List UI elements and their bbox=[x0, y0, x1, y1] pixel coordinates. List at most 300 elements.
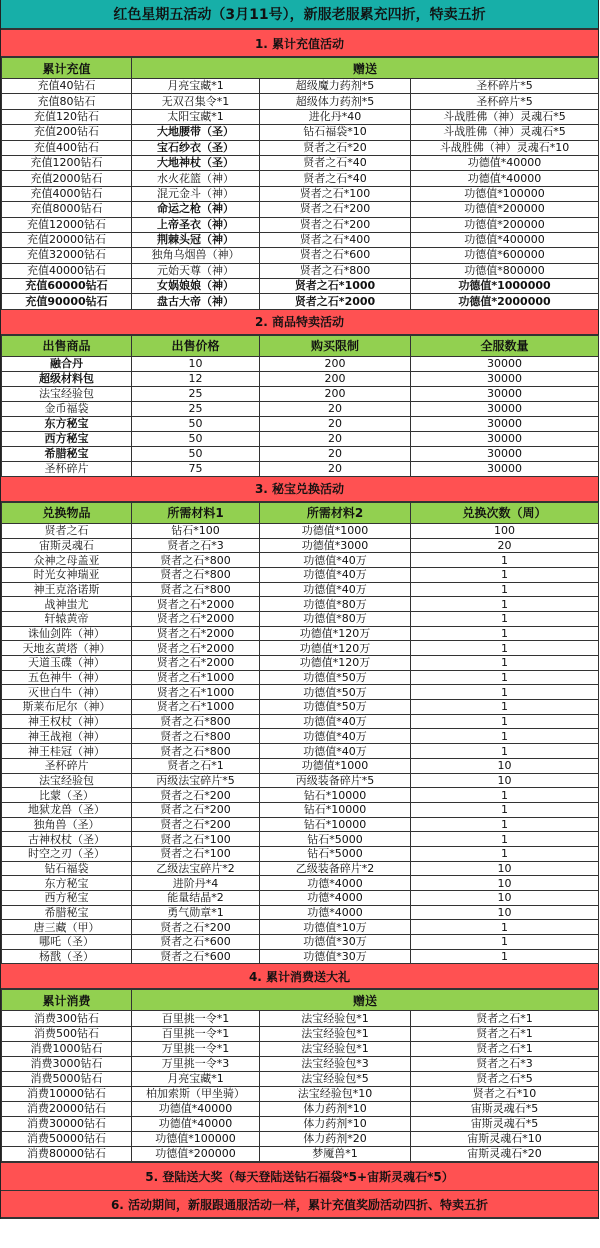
table-cell: 贤者之石*1000 bbox=[132, 700, 260, 715]
table-cell: 1 bbox=[411, 641, 599, 656]
table-cell: 功德值*1000000 bbox=[411, 279, 599, 294]
table-cell: 钻石福袋 bbox=[2, 861, 132, 876]
table-cell: 功德值*50万 bbox=[260, 670, 411, 685]
table-row bbox=[2, 817, 599, 832]
table-cell: 贤者之石*200 bbox=[132, 802, 260, 817]
table-cell: 100 bbox=[411, 523, 599, 538]
table-cell: 消费30000钻石 bbox=[2, 1117, 132, 1132]
section-recharge-heading: 1. 累计充值活动 bbox=[1, 30, 598, 57]
table-cell: 贤者之石*2000 bbox=[132, 597, 260, 612]
table-cell: 功德值*40万 bbox=[260, 729, 411, 744]
table-cell: 宙斯灵魂石 bbox=[2, 538, 132, 553]
table-cell: 200 bbox=[260, 371, 411, 386]
table-cell: 功德值*40000 bbox=[411, 171, 599, 186]
table-cell: 1 bbox=[411, 626, 599, 641]
table-cell: 宝石纱衣（圣） bbox=[132, 140, 260, 155]
table-row bbox=[2, 832, 599, 847]
table-cell: 功德值*30万 bbox=[260, 949, 411, 964]
table-cell: 圣杯碎片*5 bbox=[411, 94, 599, 109]
table-cell: 贤者之石*200 bbox=[260, 202, 411, 217]
table-cell: 战神蚩尤 bbox=[2, 597, 132, 612]
table-cell: 功德值*40万 bbox=[260, 567, 411, 582]
table-cell: 30000 bbox=[411, 386, 599, 401]
table-row bbox=[2, 773, 599, 788]
table-row bbox=[2, 186, 599, 201]
table-cell: 贤者之石*100 bbox=[132, 846, 260, 861]
table-cell: 1 bbox=[411, 802, 599, 817]
table-cell: 1 bbox=[411, 656, 599, 671]
table-cell: 功德值*200000 bbox=[132, 1147, 260, 1162]
column-header: 所需材料2 bbox=[260, 502, 411, 523]
table-cell: 钻石*5000 bbox=[260, 846, 411, 861]
table-cell: 贤者之石*2000 bbox=[132, 611, 260, 626]
table-cell: 贤者之石*2000 bbox=[132, 641, 260, 656]
table-cell: 水火花篮（神） bbox=[132, 171, 260, 186]
table-cell: 1 bbox=[411, 567, 599, 582]
table-cell: 唐三藏（甲） bbox=[2, 920, 132, 935]
table-cell: 时空之刃（圣） bbox=[2, 846, 132, 861]
section-exchange-heading: 3. 秘宝兑换活动 bbox=[1, 477, 598, 502]
table-cell: 充值120钻石 bbox=[2, 109, 132, 124]
page-title: 红色星期五活动（3月11号），新服老服累充四折，特卖五折 bbox=[1, 0, 598, 30]
section-spending-heading: 4. 累计消费送大礼 bbox=[1, 964, 598, 989]
table-row bbox=[2, 656, 599, 671]
table-cell: 贤者之石*2000 bbox=[132, 656, 260, 671]
table-cell: 贤者之石*3 bbox=[132, 538, 260, 553]
table-row bbox=[2, 1086, 599, 1101]
table-cell: 混元金斗（神） bbox=[132, 186, 260, 201]
table-row bbox=[2, 626, 599, 641]
table-row bbox=[2, 553, 599, 568]
table-cell: 希腊秘宝 bbox=[2, 905, 132, 920]
table-row bbox=[2, 861, 599, 876]
table-cell: 1 bbox=[411, 788, 599, 803]
table-cell: 众神之母盖亚 bbox=[2, 553, 132, 568]
table-cell: 超级魔力药剂*5 bbox=[260, 79, 411, 94]
table-cell: 50 bbox=[132, 416, 260, 431]
table-cell: 诛仙剑阵（神） bbox=[2, 626, 132, 641]
table-cell: 东方秘宝 bbox=[2, 876, 132, 891]
table-row bbox=[2, 876, 599, 891]
table-cell: 25 bbox=[132, 386, 260, 401]
table-row bbox=[2, 140, 599, 155]
table-cell: 1 bbox=[411, 949, 599, 964]
exchange-table bbox=[1, 502, 599, 965]
table-cell: 轩辕黄帝 bbox=[2, 611, 132, 626]
table-cell: 贤者之石*20 bbox=[260, 140, 411, 155]
table-cell: 女娲娘娘（神） bbox=[132, 279, 260, 294]
table-row bbox=[2, 1056, 599, 1071]
table-cell: 功德值*30万 bbox=[260, 935, 411, 950]
table-row bbox=[2, 401, 599, 416]
table-cell: 丙级装备碎片*5 bbox=[260, 773, 411, 788]
table-cell: 大地腰带（圣） bbox=[132, 125, 260, 140]
table-cell: 10 bbox=[411, 905, 599, 920]
table-row bbox=[2, 920, 599, 935]
table-cell: 斗战胜佛（神）灵魂石*5 bbox=[411, 125, 599, 140]
table-row bbox=[2, 1147, 599, 1162]
table-cell: 体力药剂*10 bbox=[260, 1117, 411, 1132]
table-cell: 20 bbox=[260, 431, 411, 446]
table-row bbox=[2, 670, 599, 685]
table-cell: 圣杯碎片 bbox=[2, 461, 132, 476]
table-cell: 贤者之石*2000 bbox=[132, 626, 260, 641]
table-cell: 200 bbox=[260, 356, 411, 371]
table-cell: 大地神杖（圣） bbox=[132, 155, 260, 170]
table-cell: 体力药剂*20 bbox=[260, 1132, 411, 1147]
table-cell: 能量结晶*2 bbox=[132, 891, 260, 906]
table-cell: 消费3000钻石 bbox=[2, 1056, 132, 1071]
table-cell: 贤者之石*800 bbox=[260, 263, 411, 278]
table-row bbox=[2, 109, 599, 124]
table-cell: 20 bbox=[260, 401, 411, 416]
table-cell: 10 bbox=[132, 356, 260, 371]
table-cell: 50 bbox=[132, 446, 260, 461]
table-cell: 贤者之石*1000 bbox=[132, 685, 260, 700]
table-cell: 宙斯灵魂石*5 bbox=[411, 1102, 599, 1117]
table-cell: 宙斯灵魂石*20 bbox=[411, 1147, 599, 1162]
table-cell: 功德*4000 bbox=[260, 905, 411, 920]
table-cell: 融合丹 bbox=[2, 356, 132, 371]
table-cell: 贤者之石*1000 bbox=[260, 279, 411, 294]
table-cell: 贤者之石*1 bbox=[411, 1041, 599, 1056]
table-cell: 30000 bbox=[411, 431, 599, 446]
table-cell: 贤者之石*200 bbox=[260, 217, 411, 232]
table-row bbox=[2, 582, 599, 597]
recharge-table bbox=[1, 57, 599, 310]
table-cell: 古神权杖（圣） bbox=[2, 832, 132, 847]
table-cell: 宙斯灵魂石*5 bbox=[411, 1117, 599, 1132]
table-row bbox=[2, 700, 599, 715]
table-cell: 充值8000钻石 bbox=[2, 202, 132, 217]
table-row bbox=[2, 758, 599, 773]
table-cell: 贤者之石*800 bbox=[132, 553, 260, 568]
table-cell: 1 bbox=[411, 685, 599, 700]
table-cell: 法宝经验包*10 bbox=[260, 1086, 411, 1101]
table-row bbox=[2, 729, 599, 744]
table-cell: 贤者之石*200 bbox=[132, 817, 260, 832]
column-header: 所需材料1 bbox=[132, 502, 260, 523]
table-cell: 希腊秘宝 bbox=[2, 446, 132, 461]
table-cell: 1 bbox=[411, 597, 599, 612]
table-cell: 30000 bbox=[411, 401, 599, 416]
table-row bbox=[2, 248, 599, 263]
table-row bbox=[2, 446, 599, 461]
table-cell: 上帝圣衣（神） bbox=[132, 217, 260, 232]
table-cell: 充值4000钻石 bbox=[2, 186, 132, 201]
table-cell: 功德值*400000 bbox=[411, 232, 599, 247]
table-cell: 功德值*1000 bbox=[260, 758, 411, 773]
table-cell: 钻石福袋*10 bbox=[260, 125, 411, 140]
table-cell: 西方秘宝 bbox=[2, 431, 132, 446]
table-cell: 10 bbox=[411, 861, 599, 876]
table-cell: 功德值*80万 bbox=[260, 597, 411, 612]
column-header: 出售价格 bbox=[132, 335, 260, 356]
table-cell: 贤者之石*800 bbox=[132, 582, 260, 597]
table-cell: 神王克洛诺斯 bbox=[2, 582, 132, 597]
table-cell: 贤者之石*40 bbox=[260, 155, 411, 170]
table-cell: 充值400钻石 bbox=[2, 140, 132, 155]
table-cell: 金币福袋 bbox=[2, 401, 132, 416]
table-cell: 消费500钻石 bbox=[2, 1026, 132, 1041]
table-cell: 体力药剂*10 bbox=[260, 1102, 411, 1117]
table-cell: 无双召集令*1 bbox=[132, 94, 260, 109]
table-row bbox=[2, 1041, 599, 1056]
table-cell: 1 bbox=[411, 817, 599, 832]
table-cell: 勇气勋章*1 bbox=[132, 905, 260, 920]
table-cell: 充值2000钻石 bbox=[2, 171, 132, 186]
table-cell: 独角乌烟兽（神） bbox=[132, 248, 260, 263]
table-cell: 百里挑一令*1 bbox=[132, 1011, 260, 1026]
table-cell: 消费80000钻石 bbox=[2, 1147, 132, 1162]
table-cell: 钻石*10000 bbox=[260, 802, 411, 817]
table-cell: 30000 bbox=[411, 461, 599, 476]
table-row bbox=[2, 846, 599, 861]
table-row bbox=[2, 79, 599, 94]
table-cell: 贤者之石*1 bbox=[411, 1011, 599, 1026]
table-row bbox=[2, 538, 599, 553]
section-sale-heading: 2. 商品特卖活动 bbox=[1, 310, 598, 335]
table-cell: 百里挑一令*1 bbox=[132, 1026, 260, 1041]
table-cell: 贤者之石*10 bbox=[411, 1086, 599, 1101]
table-row bbox=[2, 1026, 599, 1041]
table-cell: 荆棘头冠（神） bbox=[132, 232, 260, 247]
table-cell: 消费5000钻石 bbox=[2, 1071, 132, 1086]
table-cell: 法宝经验包*5 bbox=[260, 1071, 411, 1086]
table-cell: 消费300钻石 bbox=[2, 1011, 132, 1026]
table-cell: 1 bbox=[411, 729, 599, 744]
table-cell: 法宝经验包*1 bbox=[260, 1041, 411, 1056]
table-row bbox=[2, 171, 599, 186]
table-cell: 功德值*80万 bbox=[260, 611, 411, 626]
table-cell: 贤者之石*800 bbox=[132, 744, 260, 759]
table-cell: 200 bbox=[260, 386, 411, 401]
table-cell: 消费20000钻石 bbox=[2, 1102, 132, 1117]
table-cell: 宙斯灵魂石*10 bbox=[411, 1132, 599, 1147]
table-cell: 贤者之石*400 bbox=[260, 232, 411, 247]
table-cell: 西方秘宝 bbox=[2, 891, 132, 906]
table-cell: 1 bbox=[411, 744, 599, 759]
table-row bbox=[2, 714, 599, 729]
table-cell: 天地玄黄塔（神） bbox=[2, 641, 132, 656]
table-cell: 贤者之石*1000 bbox=[132, 670, 260, 685]
sale-table bbox=[1, 335, 599, 477]
table-cell: 功德值*10万 bbox=[260, 920, 411, 935]
table-cell: 神王权杖（神） bbox=[2, 714, 132, 729]
table-cell: 功德值*50万 bbox=[260, 685, 411, 700]
table-cell: 充值1200钻石 bbox=[2, 155, 132, 170]
table-cell: 万里挑一令*1 bbox=[132, 1041, 260, 1056]
table-cell: 进阶丹*4 bbox=[132, 876, 260, 891]
table-cell: 天道玉碟（神） bbox=[2, 656, 132, 671]
table-cell: 消费50000钻石 bbox=[2, 1132, 132, 1147]
table-row bbox=[2, 356, 599, 371]
table-cell: 法宝经验包*1 bbox=[260, 1011, 411, 1026]
table-cell: 法宝经验包*1 bbox=[260, 1026, 411, 1041]
table-cell: 1 bbox=[411, 553, 599, 568]
table-cell: 1 bbox=[411, 611, 599, 626]
table-cell: 充值40000钻石 bbox=[2, 263, 132, 278]
table-cell: 乙级装备碎片*2 bbox=[260, 861, 411, 876]
table-cell: 斗战胜佛（神）灵魂石*5 bbox=[411, 109, 599, 124]
table-row bbox=[2, 431, 599, 446]
table-cell: 超级材料包 bbox=[2, 371, 132, 386]
table-cell: 功德值*3000 bbox=[260, 538, 411, 553]
table-cell: 贤者之石*600 bbox=[132, 949, 260, 964]
table-cell: 贤者之石*1 bbox=[411, 1026, 599, 1041]
table-cell: 充值12000钻石 bbox=[2, 217, 132, 232]
table-row bbox=[2, 217, 599, 232]
table-cell: 功德值*40000 bbox=[132, 1117, 260, 1132]
table-cell: 充值200钻石 bbox=[2, 125, 132, 140]
table-cell: 哪吒（圣） bbox=[2, 935, 132, 950]
column-header: 购买限制 bbox=[260, 335, 411, 356]
table-row bbox=[2, 949, 599, 964]
table-row bbox=[2, 263, 599, 278]
table-cell: 贤者之石*2000 bbox=[260, 294, 411, 309]
table-row bbox=[2, 1011, 599, 1026]
column-header: 兑换物品 bbox=[2, 502, 132, 523]
table-row bbox=[2, 416, 599, 431]
table-cell: 贤者之石*100 bbox=[132, 832, 260, 847]
table-cell: 贤者之石*100 bbox=[260, 186, 411, 201]
table-cell: 时光女神瑞亚 bbox=[2, 567, 132, 582]
table-cell: 10 bbox=[411, 891, 599, 906]
table-cell: 功德值*2000000 bbox=[411, 294, 599, 309]
table-row bbox=[2, 1102, 599, 1117]
table-cell: 盘古大帝（神） bbox=[132, 294, 260, 309]
table-cell: 钻石*10000 bbox=[260, 817, 411, 832]
table-cell: 贤者之石*40 bbox=[260, 171, 411, 186]
table-cell: 法宝经验包 bbox=[2, 773, 132, 788]
table-cell: 30000 bbox=[411, 356, 599, 371]
table-row bbox=[2, 461, 599, 476]
table-cell: 贤者之石*800 bbox=[132, 567, 260, 582]
table-row bbox=[2, 279, 599, 294]
table-cell: 比蒙（圣） bbox=[2, 788, 132, 803]
table-cell: 功德值*200000 bbox=[411, 217, 599, 232]
table-cell: 30000 bbox=[411, 416, 599, 431]
table-cell: 圣杯碎片*5 bbox=[411, 79, 599, 94]
table-cell: 月亮宝藏*1 bbox=[132, 1071, 260, 1086]
table-cell: 贤者之石*600 bbox=[260, 248, 411, 263]
table-row bbox=[2, 523, 599, 538]
table-cell: 功德值*40万 bbox=[260, 714, 411, 729]
table-row bbox=[2, 125, 599, 140]
table-cell: 10 bbox=[411, 876, 599, 891]
table-cell: 法宝经验包 bbox=[2, 386, 132, 401]
table-cell: 1 bbox=[411, 832, 599, 847]
table-row bbox=[2, 744, 599, 759]
table-cell: 充值40钻石 bbox=[2, 79, 132, 94]
table-cell: 斗战胜佛（神）灵魂石*10 bbox=[411, 140, 599, 155]
table-cell: 灭世白牛（神） bbox=[2, 685, 132, 700]
table-cell: 万里挑一令*3 bbox=[132, 1056, 260, 1071]
table-cell: 功德值*200000 bbox=[411, 202, 599, 217]
table-cell: 充值60000钻石 bbox=[2, 279, 132, 294]
table-row bbox=[2, 641, 599, 656]
table-row bbox=[2, 802, 599, 817]
table-cell: 20 bbox=[260, 446, 411, 461]
table-cell: 神王桂冠（神） bbox=[2, 744, 132, 759]
table-cell: 柏加索斯（甲坐骑） bbox=[132, 1086, 260, 1101]
table-cell: 功德值*40万 bbox=[260, 553, 411, 568]
table-cell: 元始天尊（神） bbox=[132, 263, 260, 278]
table-cell: 梦魇兽*1 bbox=[260, 1147, 411, 1162]
table-cell: 独角兽（圣） bbox=[2, 817, 132, 832]
section-login-reward: 5. 登陆送大奖（每天登陆送钻石福袋*5+宙斯灵魂石*5） bbox=[1, 1162, 598, 1191]
table-row bbox=[2, 611, 599, 626]
table-row bbox=[2, 294, 599, 309]
table-cell: 超级体力药剂*5 bbox=[260, 94, 411, 109]
column-header: 赠送 bbox=[132, 990, 599, 1011]
spending-table bbox=[1, 989, 599, 1162]
table-cell: 钻石*5000 bbox=[260, 832, 411, 847]
table-cell: 充值90000钻石 bbox=[2, 294, 132, 309]
table-cell: 10 bbox=[411, 773, 599, 788]
table-cell: 30000 bbox=[411, 446, 599, 461]
table-cell: 消费10000钻石 bbox=[2, 1086, 132, 1101]
table-cell: 贤者之石*200 bbox=[132, 788, 260, 803]
table-cell: 功德值*50万 bbox=[260, 700, 411, 715]
table-cell: 1 bbox=[411, 582, 599, 597]
table-cell: 充值80钻石 bbox=[2, 94, 132, 109]
table-cell: 功德值*40000 bbox=[411, 155, 599, 170]
table-row bbox=[2, 597, 599, 612]
table-cell: 功德值*120万 bbox=[260, 641, 411, 656]
table-cell: 消费1000钻石 bbox=[2, 1041, 132, 1056]
table-cell: 钻石*10000 bbox=[260, 788, 411, 803]
table-cell: 20 bbox=[260, 461, 411, 476]
table-cell: 命运之枪（神） bbox=[132, 202, 260, 217]
table-cell: 贤者之石*3 bbox=[411, 1056, 599, 1071]
table-cell: 五色神牛（神） bbox=[2, 670, 132, 685]
column-header: 累计消费 bbox=[2, 990, 132, 1011]
table-cell: 50 bbox=[132, 431, 260, 446]
table-cell: 功德*4000 bbox=[260, 891, 411, 906]
table-row bbox=[2, 567, 599, 582]
column-header: 赠送 bbox=[132, 58, 599, 79]
table-cell: 太阳宝藏*1 bbox=[132, 109, 260, 124]
table-cell: 功德值*40000 bbox=[132, 1102, 260, 1117]
table-cell: 1 bbox=[411, 714, 599, 729]
section-notice: 6. 活动期间，新服跟通服活动一样，累计充值奖励活动四折、特卖五折 bbox=[1, 1191, 598, 1219]
table-cell: 功德值*100000 bbox=[132, 1132, 260, 1147]
table-cell: 贤者之石*800 bbox=[132, 714, 260, 729]
column-header: 累计充值 bbox=[2, 58, 132, 79]
table-cell: 斯莱布尼尔（神） bbox=[2, 700, 132, 715]
table-cell: 20 bbox=[260, 416, 411, 431]
table-row bbox=[2, 1132, 599, 1147]
table-row bbox=[2, 891, 599, 906]
table-cell: 功德值*120万 bbox=[260, 656, 411, 671]
table-row bbox=[2, 94, 599, 109]
table-cell: 充值32000钻石 bbox=[2, 248, 132, 263]
table-cell: 丙级法宝碎片*5 bbox=[132, 773, 260, 788]
table-cell: 1 bbox=[411, 920, 599, 935]
table-row bbox=[2, 202, 599, 217]
table-cell: 贤者之石*1 bbox=[132, 758, 260, 773]
table-cell: 25 bbox=[132, 401, 260, 416]
column-header: 全服数量 bbox=[411, 335, 599, 356]
table-cell: 1 bbox=[411, 700, 599, 715]
table-cell: 贤者之石*200 bbox=[132, 920, 260, 935]
table-cell: 进化丹*40 bbox=[260, 109, 411, 124]
table-row bbox=[2, 155, 599, 170]
table-cell: 20 bbox=[411, 538, 599, 553]
table-cell: 75 bbox=[132, 461, 260, 476]
table-cell: 功德值*120万 bbox=[260, 626, 411, 641]
